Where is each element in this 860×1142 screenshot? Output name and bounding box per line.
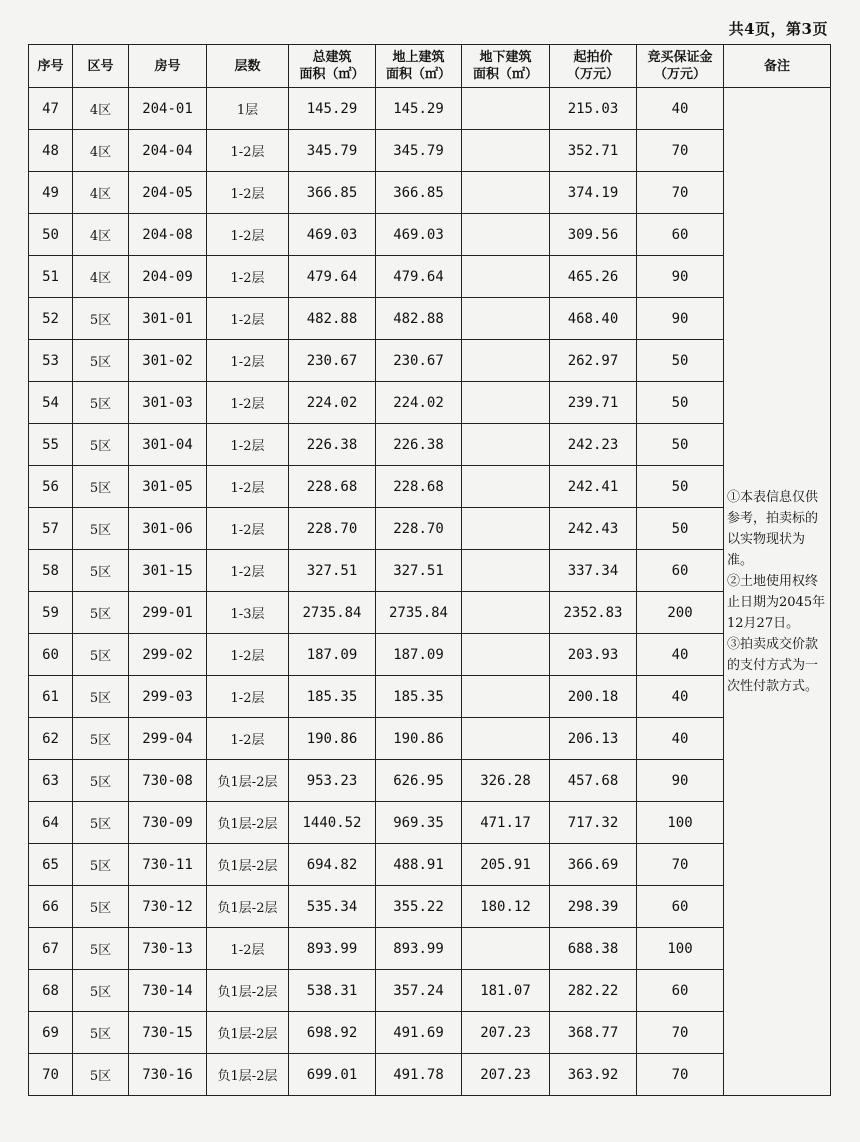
- cell-total-area: 482.88: [289, 298, 376, 340]
- cell-starting-price: 215.03: [550, 88, 637, 130]
- header-label-line: 起拍价: [573, 50, 613, 65]
- cell-above-ground-area: 228.68: [376, 466, 462, 508]
- cell-room-no: 299-04: [129, 718, 207, 760]
- header-deposit: [637, 45, 724, 88]
- cell-total-area: 187.09: [289, 634, 376, 676]
- cell-room-no: 299-01: [129, 592, 207, 634]
- cell-starting-price: 352.71: [550, 130, 637, 172]
- cell-underground-area: 207.23: [462, 1012, 550, 1054]
- cell-room-no: 301-04: [129, 424, 207, 466]
- cell-deposit: 50: [637, 466, 724, 508]
- header-district: [73, 45, 129, 88]
- header-label-line: 备注: [763, 58, 790, 74]
- table-row: [29, 382, 831, 424]
- cell-seq: 47: [29, 88, 73, 130]
- cell-seq: 64: [29, 802, 73, 844]
- cell-floors: 负1层-2层: [207, 802, 289, 844]
- cell-deposit: 60: [637, 970, 724, 1012]
- cell-above-ground-area: 187.09: [376, 634, 462, 676]
- cell-above-ground-area: 491.78: [376, 1054, 462, 1096]
- cell-room-no: 301-15: [129, 550, 207, 592]
- cell-above-ground-area: 224.02: [376, 382, 462, 424]
- cell-seq: 48: [29, 130, 73, 172]
- cell-starting-price: 366.69: [550, 844, 637, 886]
- cell-underground-area: [462, 508, 550, 550]
- cell-district: 5区: [73, 844, 129, 886]
- cell-total-area: 230.67: [289, 340, 376, 382]
- cell-room-no: 730-14: [129, 970, 207, 1012]
- cell-deposit: 70: [637, 1054, 724, 1096]
- cell-deposit: 90: [637, 256, 724, 298]
- cell-floors: 1-2层: [207, 298, 289, 340]
- cell-starting-price: 363.92: [550, 1054, 637, 1096]
- cell-room-no: 730-11: [129, 844, 207, 886]
- cell-floors: 负1层-2层: [207, 844, 289, 886]
- table-row: [29, 508, 831, 550]
- header-seq: [29, 45, 73, 88]
- cell-floors: 1-2层: [207, 172, 289, 214]
- cell-above-ground-area: 145.29: [376, 88, 462, 130]
- cell-underground-area: [462, 214, 550, 256]
- remark-item: ①本表信息仅供参考，拍卖标的以实物现状为准。: [727, 489, 819, 568]
- header-floors: [207, 45, 289, 88]
- cell-district: 5区: [73, 382, 129, 424]
- cell-room-no: 730-13: [129, 928, 207, 970]
- cell-floors: 1-3层: [207, 592, 289, 634]
- cell-seq: 62: [29, 718, 73, 760]
- cell-deposit: 60: [637, 214, 724, 256]
- cell-deposit: 100: [637, 802, 724, 844]
- header-above-ground-area: [376, 45, 462, 88]
- cell-district: 5区: [73, 634, 129, 676]
- cell-underground-area: 205.91: [462, 844, 550, 886]
- cell-starting-price: 242.23: [550, 424, 637, 466]
- cell-underground-area: [462, 298, 550, 340]
- cell-above-ground-area: 366.85: [376, 172, 462, 214]
- cell-district: 5区: [73, 676, 129, 718]
- cell-deposit: 50: [637, 382, 724, 424]
- cell-total-area: 953.23: [289, 760, 376, 802]
- table-row: [29, 886, 831, 928]
- cell-deposit: 40: [637, 676, 724, 718]
- cell-total-area: 538.31: [289, 970, 376, 1012]
- table-row: [29, 970, 831, 1012]
- cell-district: 5区: [73, 928, 129, 970]
- cell-total-area: 699.01: [289, 1054, 376, 1096]
- remark-item: ③拍卖成交价款的支付方式为一次性付款方式。: [727, 636, 819, 694]
- cell-total-area: 469.03: [289, 214, 376, 256]
- cell-underground-area: 181.07: [462, 970, 550, 1012]
- cell-district: 5区: [73, 760, 129, 802]
- header-label-line: 地上建筑: [392, 50, 445, 65]
- cell-seq: 68: [29, 970, 73, 1012]
- cell-underground-area: [462, 130, 550, 172]
- header-label-line: 面积（㎡）: [472, 67, 538, 82]
- cell-deposit: 100: [637, 928, 724, 970]
- cell-underground-area: [462, 340, 550, 382]
- cell-seq: 61: [29, 676, 73, 718]
- cell-underground-area: [462, 172, 550, 214]
- header-label-line: 面积（㎡）: [385, 67, 451, 82]
- cell-seq: 67: [29, 928, 73, 970]
- cell-floors: 1-2层: [207, 382, 289, 424]
- cell-total-area: 327.51: [289, 550, 376, 592]
- table-row: [29, 550, 831, 592]
- cell-underground-area: [462, 718, 550, 760]
- cell-room-no: 301-02: [129, 340, 207, 382]
- cell-deposit: 90: [637, 760, 724, 802]
- cell-starting-price: 239.71: [550, 382, 637, 424]
- cell-seq: 52: [29, 298, 73, 340]
- header-label-line: 区号: [87, 58, 114, 74]
- cell-floors: 1-2层: [207, 718, 289, 760]
- cell-district: 5区: [73, 886, 129, 928]
- cell-starting-price: 717.32: [550, 802, 637, 844]
- cell-district: 5区: [73, 1012, 129, 1054]
- table-row: [29, 256, 831, 298]
- cell-floors: 1-2层: [207, 466, 289, 508]
- table-row: [29, 1012, 831, 1054]
- cell-above-ground-area: 190.86: [376, 718, 462, 760]
- auction-listing-table: [28, 44, 831, 1096]
- header-label-line: 层数: [234, 58, 261, 74]
- cell-underground-area: [462, 550, 550, 592]
- cell-deposit: 40: [637, 88, 724, 130]
- cell-room-no: 204-08: [129, 214, 207, 256]
- cell-room-no: 730-16: [129, 1054, 207, 1096]
- cell-room-no: 299-02: [129, 634, 207, 676]
- cell-above-ground-area: 482.88: [376, 298, 462, 340]
- cell-starting-price: 688.38: [550, 928, 637, 970]
- cell-floors: 负1层-2层: [207, 886, 289, 928]
- cell-underground-area: [462, 382, 550, 424]
- cell-deposit: 70: [637, 844, 724, 886]
- cell-starting-price: 206.13: [550, 718, 637, 760]
- cell-district: 5区: [73, 802, 129, 844]
- cell-room-no: 204-05: [129, 172, 207, 214]
- cell-starting-price: 465.26: [550, 256, 637, 298]
- cell-district: 5区: [73, 592, 129, 634]
- header-total-area: [289, 45, 376, 88]
- table-row: [29, 298, 831, 340]
- header-label-line: 面积（㎡）: [299, 67, 365, 82]
- cell-total-area: 366.85: [289, 172, 376, 214]
- cell-underground-area: [462, 466, 550, 508]
- cell-seq: 58: [29, 550, 73, 592]
- cell-above-ground-area: 357.24: [376, 970, 462, 1012]
- cell-floors: 1-2层: [207, 508, 289, 550]
- cell-underground-area: [462, 424, 550, 466]
- cell-room-no: 730-08: [129, 760, 207, 802]
- header-label-line: （万元）: [653, 67, 706, 82]
- cell-total-area: 228.70: [289, 508, 376, 550]
- cell-above-ground-area: 488.91: [376, 844, 462, 886]
- cell-district: 4区: [73, 214, 129, 256]
- cell-underground-area: 471.17: [462, 802, 550, 844]
- cell-starting-price: 262.97: [550, 340, 637, 382]
- cell-deposit: 50: [637, 424, 724, 466]
- header-room-no: [129, 45, 207, 88]
- cell-seq: 51: [29, 256, 73, 298]
- table-row: [29, 676, 831, 718]
- cell-district: 5区: [73, 508, 129, 550]
- cell-total-area: 145.29: [289, 88, 376, 130]
- cell-underground-area: [462, 676, 550, 718]
- cell-deposit: 60: [637, 886, 724, 928]
- cell-seq: 66: [29, 886, 73, 928]
- cell-room-no: 299-03: [129, 676, 207, 718]
- cell-above-ground-area: 355.22: [376, 886, 462, 928]
- cell-total-area: 893.99: [289, 928, 376, 970]
- cell-room-no: 301-06: [129, 508, 207, 550]
- header-starting-price: [550, 45, 637, 88]
- cell-seq: 55: [29, 424, 73, 466]
- cell-starting-price: 468.40: [550, 298, 637, 340]
- cell-starting-price: 298.39: [550, 886, 637, 928]
- cell-room-no: 730-09: [129, 802, 207, 844]
- cell-starting-price: 368.77: [550, 1012, 637, 1054]
- cell-total-area: 694.82: [289, 844, 376, 886]
- cell-district: 5区: [73, 424, 129, 466]
- cell-total-area: 1440.52: [289, 802, 376, 844]
- cell-deposit: 70: [637, 172, 724, 214]
- cell-seq: 65: [29, 844, 73, 886]
- cell-floors: 1-2层: [207, 634, 289, 676]
- cell-starting-price: 203.93: [550, 634, 637, 676]
- cell-underground-area: [462, 928, 550, 970]
- cell-above-ground-area: 2735.84: [376, 592, 462, 634]
- cell-underground-area: 207.23: [462, 1054, 550, 1096]
- cell-above-ground-area: 345.79: [376, 130, 462, 172]
- cell-underground-area: [462, 634, 550, 676]
- remark-item: ②土地使用权终止日期为2045年12月27日。: [727, 573, 826, 631]
- cell-room-no: 730-15: [129, 1012, 207, 1054]
- cell-deposit: 40: [637, 634, 724, 676]
- cell-floors: 负1层-2层: [207, 1054, 289, 1096]
- cell-district: 5区: [73, 466, 129, 508]
- cell-seq: 50: [29, 214, 73, 256]
- cell-floors: 1-2层: [207, 214, 289, 256]
- cell-deposit: 90: [637, 298, 724, 340]
- cell-starting-price: 242.43: [550, 508, 637, 550]
- cell-above-ground-area: 230.67: [376, 340, 462, 382]
- cell-room-no: 301-01: [129, 298, 207, 340]
- cell-deposit: 60: [637, 550, 724, 592]
- cell-floors: 1-2层: [207, 550, 289, 592]
- header-label-line: （万元）: [566, 67, 619, 82]
- cell-above-ground-area: 969.35: [376, 802, 462, 844]
- table-row: [29, 466, 831, 508]
- cell-total-area: 226.38: [289, 424, 376, 466]
- cell-room-no: 204-04: [129, 130, 207, 172]
- page-indicator: 共4页，第3页: [728, 20, 828, 38]
- header-underground-area: [462, 45, 550, 88]
- cell-floors: 1-2层: [207, 340, 289, 382]
- cell-total-area: 345.79: [289, 130, 376, 172]
- cell-seq: 53: [29, 340, 73, 382]
- table-row: [29, 1054, 831, 1096]
- cell-seq: 56: [29, 466, 73, 508]
- cell-underground-area: 180.12: [462, 886, 550, 928]
- cell-starting-price: 337.34: [550, 550, 637, 592]
- remarks-cell: [724, 88, 831, 1096]
- cell-seq: 60: [29, 634, 73, 676]
- cell-district: 5区: [73, 970, 129, 1012]
- cell-total-area: 535.34: [289, 886, 376, 928]
- table-body: [29, 88, 831, 1096]
- table-row: [29, 88, 831, 130]
- cell-total-area: 698.92: [289, 1012, 376, 1054]
- cell-above-ground-area: 893.99: [376, 928, 462, 970]
- cell-district: 5区: [73, 298, 129, 340]
- cell-starting-price: 457.68: [550, 760, 637, 802]
- cell-starting-price: 282.22: [550, 970, 637, 1012]
- cell-underground-area: 326.28: [462, 760, 550, 802]
- cell-deposit: 70: [637, 130, 724, 172]
- cell-total-area: 190.86: [289, 718, 376, 760]
- cell-floors: 1-2层: [207, 928, 289, 970]
- cell-underground-area: [462, 592, 550, 634]
- cell-starting-price: 200.18: [550, 676, 637, 718]
- cell-total-area: 479.64: [289, 256, 376, 298]
- cell-total-area: 185.35: [289, 676, 376, 718]
- cell-deposit: 50: [637, 340, 724, 382]
- cell-starting-price: 2352.83: [550, 592, 637, 634]
- cell-seq: 49: [29, 172, 73, 214]
- cell-deposit: 50: [637, 508, 724, 550]
- cell-district: 4区: [73, 172, 129, 214]
- table-row: [29, 844, 831, 886]
- cell-room-no: 730-12: [129, 886, 207, 928]
- table-row: [29, 340, 831, 382]
- cell-starting-price: 242.41: [550, 466, 637, 508]
- cell-district: 5区: [73, 340, 129, 382]
- header-label-line: 地下建筑: [479, 50, 532, 65]
- table-row: [29, 760, 831, 802]
- header-label-line: 房号: [154, 58, 181, 74]
- cell-above-ground-area: 626.95: [376, 760, 462, 802]
- cell-underground-area: [462, 256, 550, 298]
- cell-floors: 1-2层: [207, 676, 289, 718]
- cell-above-ground-area: 226.38: [376, 424, 462, 466]
- table-row: [29, 592, 831, 634]
- cell-floors: 负1层-2层: [207, 1012, 289, 1054]
- cell-district: 5区: [73, 1054, 129, 1096]
- cell-above-ground-area: 491.69: [376, 1012, 462, 1054]
- cell-seq: 70: [29, 1054, 73, 1096]
- table-row: [29, 634, 831, 676]
- table-row: [29, 802, 831, 844]
- cell-floors: 1-2层: [207, 424, 289, 466]
- table-row: [29, 718, 831, 760]
- cell-floors: 1-2层: [207, 256, 289, 298]
- cell-floors: 负1层-2层: [207, 970, 289, 1012]
- header-label-line: 竞买保证金: [647, 50, 713, 65]
- cell-seq: 63: [29, 760, 73, 802]
- cell-district: 4区: [73, 130, 129, 172]
- cell-deposit: 200: [637, 592, 724, 634]
- cell-above-ground-area: 469.03: [376, 214, 462, 256]
- table-row: [29, 214, 831, 256]
- cell-district: 4区: [73, 88, 129, 130]
- cell-room-no: 204-01: [129, 88, 207, 130]
- cell-seq: 54: [29, 382, 73, 424]
- header-label-line: 序号: [37, 58, 64, 74]
- cell-district: 5区: [73, 550, 129, 592]
- cell-starting-price: 309.56: [550, 214, 637, 256]
- table-row: [29, 928, 831, 970]
- cell-starting-price: 374.19: [550, 172, 637, 214]
- cell-total-area: 2735.84: [289, 592, 376, 634]
- header-remarks: [724, 45, 831, 88]
- cell-total-area: 228.68: [289, 466, 376, 508]
- cell-above-ground-area: 185.35: [376, 676, 462, 718]
- cell-deposit: 70: [637, 1012, 724, 1054]
- cell-above-ground-area: 228.70: [376, 508, 462, 550]
- cell-room-no: 204-09: [129, 256, 207, 298]
- cell-room-no: 301-05: [129, 466, 207, 508]
- cell-total-area: 224.02: [289, 382, 376, 424]
- cell-above-ground-area: 479.64: [376, 256, 462, 298]
- table-row: [29, 172, 831, 214]
- header-label-line: 总建筑: [312, 50, 352, 65]
- table-row: [29, 130, 831, 172]
- cell-district: 5区: [73, 718, 129, 760]
- cell-deposit: 40: [637, 718, 724, 760]
- cell-district: 4区: [73, 256, 129, 298]
- cell-above-ground-area: 327.51: [376, 550, 462, 592]
- table-row: [29, 424, 831, 466]
- cell-seq: 69: [29, 1012, 73, 1054]
- table-header-row: [29, 45, 831, 88]
- cell-floors: 1层: [207, 88, 289, 130]
- cell-seq: 57: [29, 508, 73, 550]
- cell-underground-area: [462, 88, 550, 130]
- cell-floors: 1-2层: [207, 130, 289, 172]
- cell-floors: 负1层-2层: [207, 760, 289, 802]
- cell-room-no: 301-03: [129, 382, 207, 424]
- cell-seq: 59: [29, 592, 73, 634]
